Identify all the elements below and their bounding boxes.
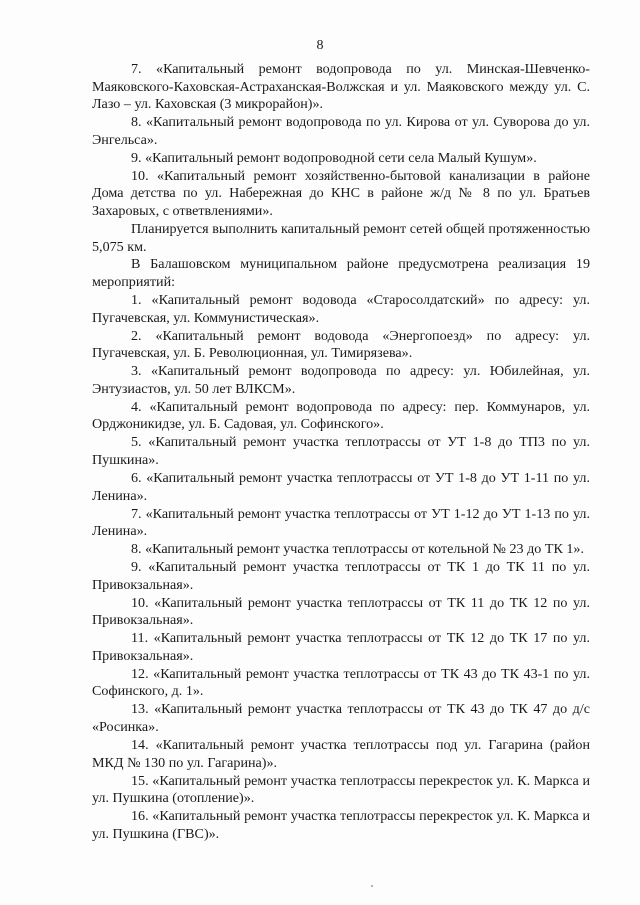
paragraph: 5. «Капитальный ремонт участка теплотрассы от УТ 1-8 до ТП3 по ул. Пушкина». [92, 434, 590, 468]
paragraph: 10. «Капитальный ремонт участка теплотрассы от ТК 11 до ТК 12 по ул. Привокзальная». [92, 594, 590, 629]
paragraph: 16. «Капитальный ремонт участка теплотрассы перекресток ул. К. Маркса и ул. Пушкина (ГВС)». [92, 808, 590, 842]
paragraph: 7. «Капитальный ремонт водопровода по ул. Минская-Шевченко-Маяковского-Каховская-Астраханская-Волжская и ул. Маяковского между ул. С. Лазо – ул. Каховская (3 микрорайон)». [92, 61, 590, 113]
paragraph: 4. «Капитальный ремонт водопровода по адресу: пер. Коммунаров, ул. Орджоникидзе, ул. Б. Садовая, ул. Софинского». [92, 398, 590, 433]
paragraph: 9. «Капитальный ремонт водопроводной сети села Малый Кушум». [131, 149, 537, 166]
paragraph: 1. «Капитальный ремонт водовода «Старосолдатский» по адресу: ул. Пугачевская, ул. Коммунистическая». [92, 292, 590, 326]
paragraph: В Балашовском муниципальном районе предусмотрена реализация 19 мероприятий: [92, 256, 590, 291]
page-number: 8 [316, 38, 324, 53]
paragraph: 8. «Капитальный ремонт участка теплотрассы от котельной № 23 до ТК 1». [131, 541, 585, 558]
paragraph: 12. «Капитальный ремонт участка теплотрассы от ТК 43 до ТК 43-1 по ул. Софинского, д. 1». [92, 665, 590, 700]
document-body [92, 61, 590, 843]
paragraph: 11. «Капитальный ремонт участка теплотрассы от ТК 12 до ТК 17 по ул. Привокзальная». [92, 630, 590, 664]
paragraph: 3. «Капитальный ремонт водопровода по адресу: ул. Юбилейная, ул. Энтузиастов, ул. 50 лет ВЛКСМ». [92, 363, 590, 397]
paragraph: 8. «Капитальный ремонт водопровода по ул. Кирова от ул. Суворова до ул. Энгельса». [92, 114, 590, 148]
paragraph: 7. «Капитальный ремонт участка теплотрассы от УТ 1-12 до УТ 1-13 по ул. Ленина». [92, 505, 590, 540]
scan-speck [371, 885, 373, 887]
paragraph: 6. «Капитальный ремонт участка теплотрассы от УТ 1-8 до УТ 1-11 по ул. Ленина». [92, 469, 590, 504]
paragraph: 13. «Капитальный ремонт участка теплотрассы от ТК 43 до ТК 47 до д/с «Росинка». [92, 701, 590, 735]
paragraph: 10. «Капитальный ремонт хозяйственно-бытовой канализации в районе Дома детства по ул. Набережная до КНС в районе ж/д № 8 по ул. Братьев Захаровых, с ответвлениями». [92, 167, 590, 219]
paragraph: 9. «Капитальный ремонт участка теплотрассы от ТК 1 до ТК 11 по ул. Привокзальная». [92, 559, 590, 593]
paragraph: 2. «Капитальный ремонт водовода «Энергопоезд» по адресу: ул. Пугачевская, ул. Б. Революционная, ул. Тимирязева». [92, 327, 590, 362]
paragraph: Планируется выполнить капитальный ремонт сетей общей протяженностью 5,075 км. [92, 220, 590, 255]
paragraph: 15. «Капитальный ремонт участка теплотрассы перекресток ул. К. Маркса и ул. Пушкина (отопление)». [92, 772, 590, 807]
paragraph: 14. «Капитальный ремонт участка теплотрассы под ул. Гагарина (район МКД № 130 по ул. Гагарина)». [92, 736, 590, 771]
